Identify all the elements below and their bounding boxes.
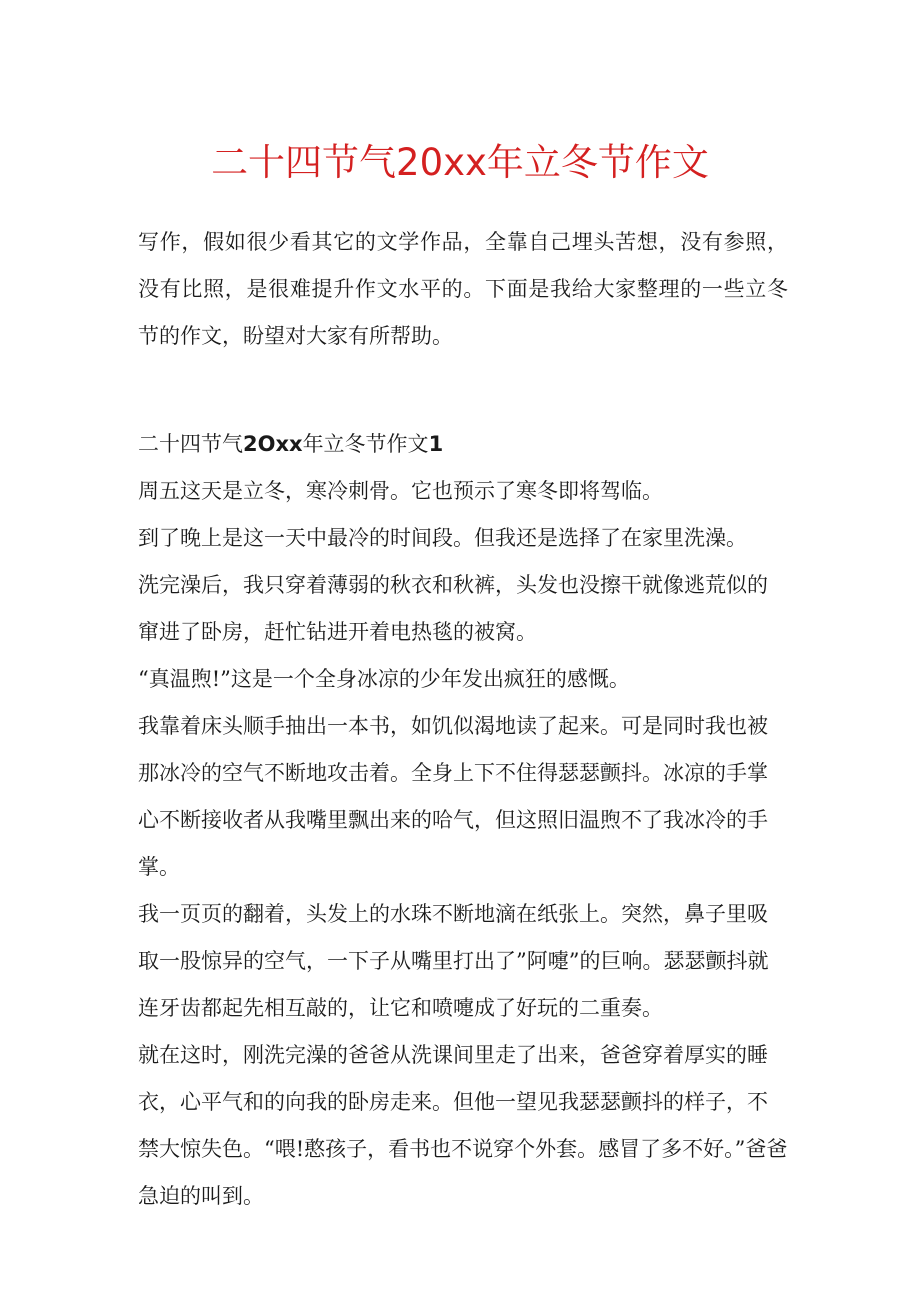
section-heading-year: 2Oxx xyxy=(243,432,303,456)
body-paragraph: 我靠着床头顺手抽出一本书，如饥似渴地读了起来。可是同时我也被那冰冷的空气不断地攻击着。全身上下不住得瑟瑟颤抖。冰凉的手掌心不断接收者从我嘴里飘出来的哈气，但这照旧温煦不了我冰冷的手掌。 xyxy=(138,714,768,879)
page-title: 二十四节气20xx年立冬节作文 xyxy=(211,141,709,184)
body-paragraph: 就在这时，刚洗完澡的爸爸从洗课间里走了出来，爸爸穿着厚实的睡衣，心平气和的向我的卧房走来。但他一望见我瑟瑟颤抖的样子，不禁大惊失色。“喂!憨孩子，看书也不说穿个外套。感冒了多不好。”爸爸急迫的叫到。 xyxy=(138,1043,788,1208)
intro-paragraph: 写作，假如很少看其它的文学作品，全靠自己埋头苦想，没有参照，没有比照，是很难提升作文水平的。下面是我给大家整理的一些立冬节的作文，盼望对大家有所帮助。 xyxy=(138,230,788,348)
body-paragraph: 我一页页的翻着，头发上的水珠不断地滴在纸张上。突然，鼻子里吸取一股惊异的空气，一下子从嘴里打出了”阿嚏”的巨响。瑟瑟颤抖就连牙齿都起先相互敲的，让它和喷嚏成了好玩的二重奏。 xyxy=(138,902,769,1020)
section-heading-number: 1 xyxy=(428,432,444,456)
section-heading-text: 二十四节气 xyxy=(138,432,243,456)
body-paragraph: 到了晚上是这一天中最冷的时间段。但我还是选择了在家里洗澡。 xyxy=(138,526,747,550)
body-paragraph: “真温煦!”这是一个全身冰凉的少年发出疯狂的感慨。 xyxy=(138,667,630,691)
section-heading xyxy=(138,421,788,468)
spacer xyxy=(138,360,788,421)
body-paragraph: 洗完澡后，我只穿着薄弱的秋衣和秋裤，头发也没擦干就像逃荒似的窜进了卧房，赶忙钻进开着电热毯的被窝。 xyxy=(138,573,768,644)
section-heading-rest: 年立冬节作文 xyxy=(302,432,429,456)
document-body xyxy=(138,219,788,1220)
body-paragraph: 周五这天是立冬，寒冷刺骨。它也预示了寒冬即将驾临。 xyxy=(138,479,663,503)
